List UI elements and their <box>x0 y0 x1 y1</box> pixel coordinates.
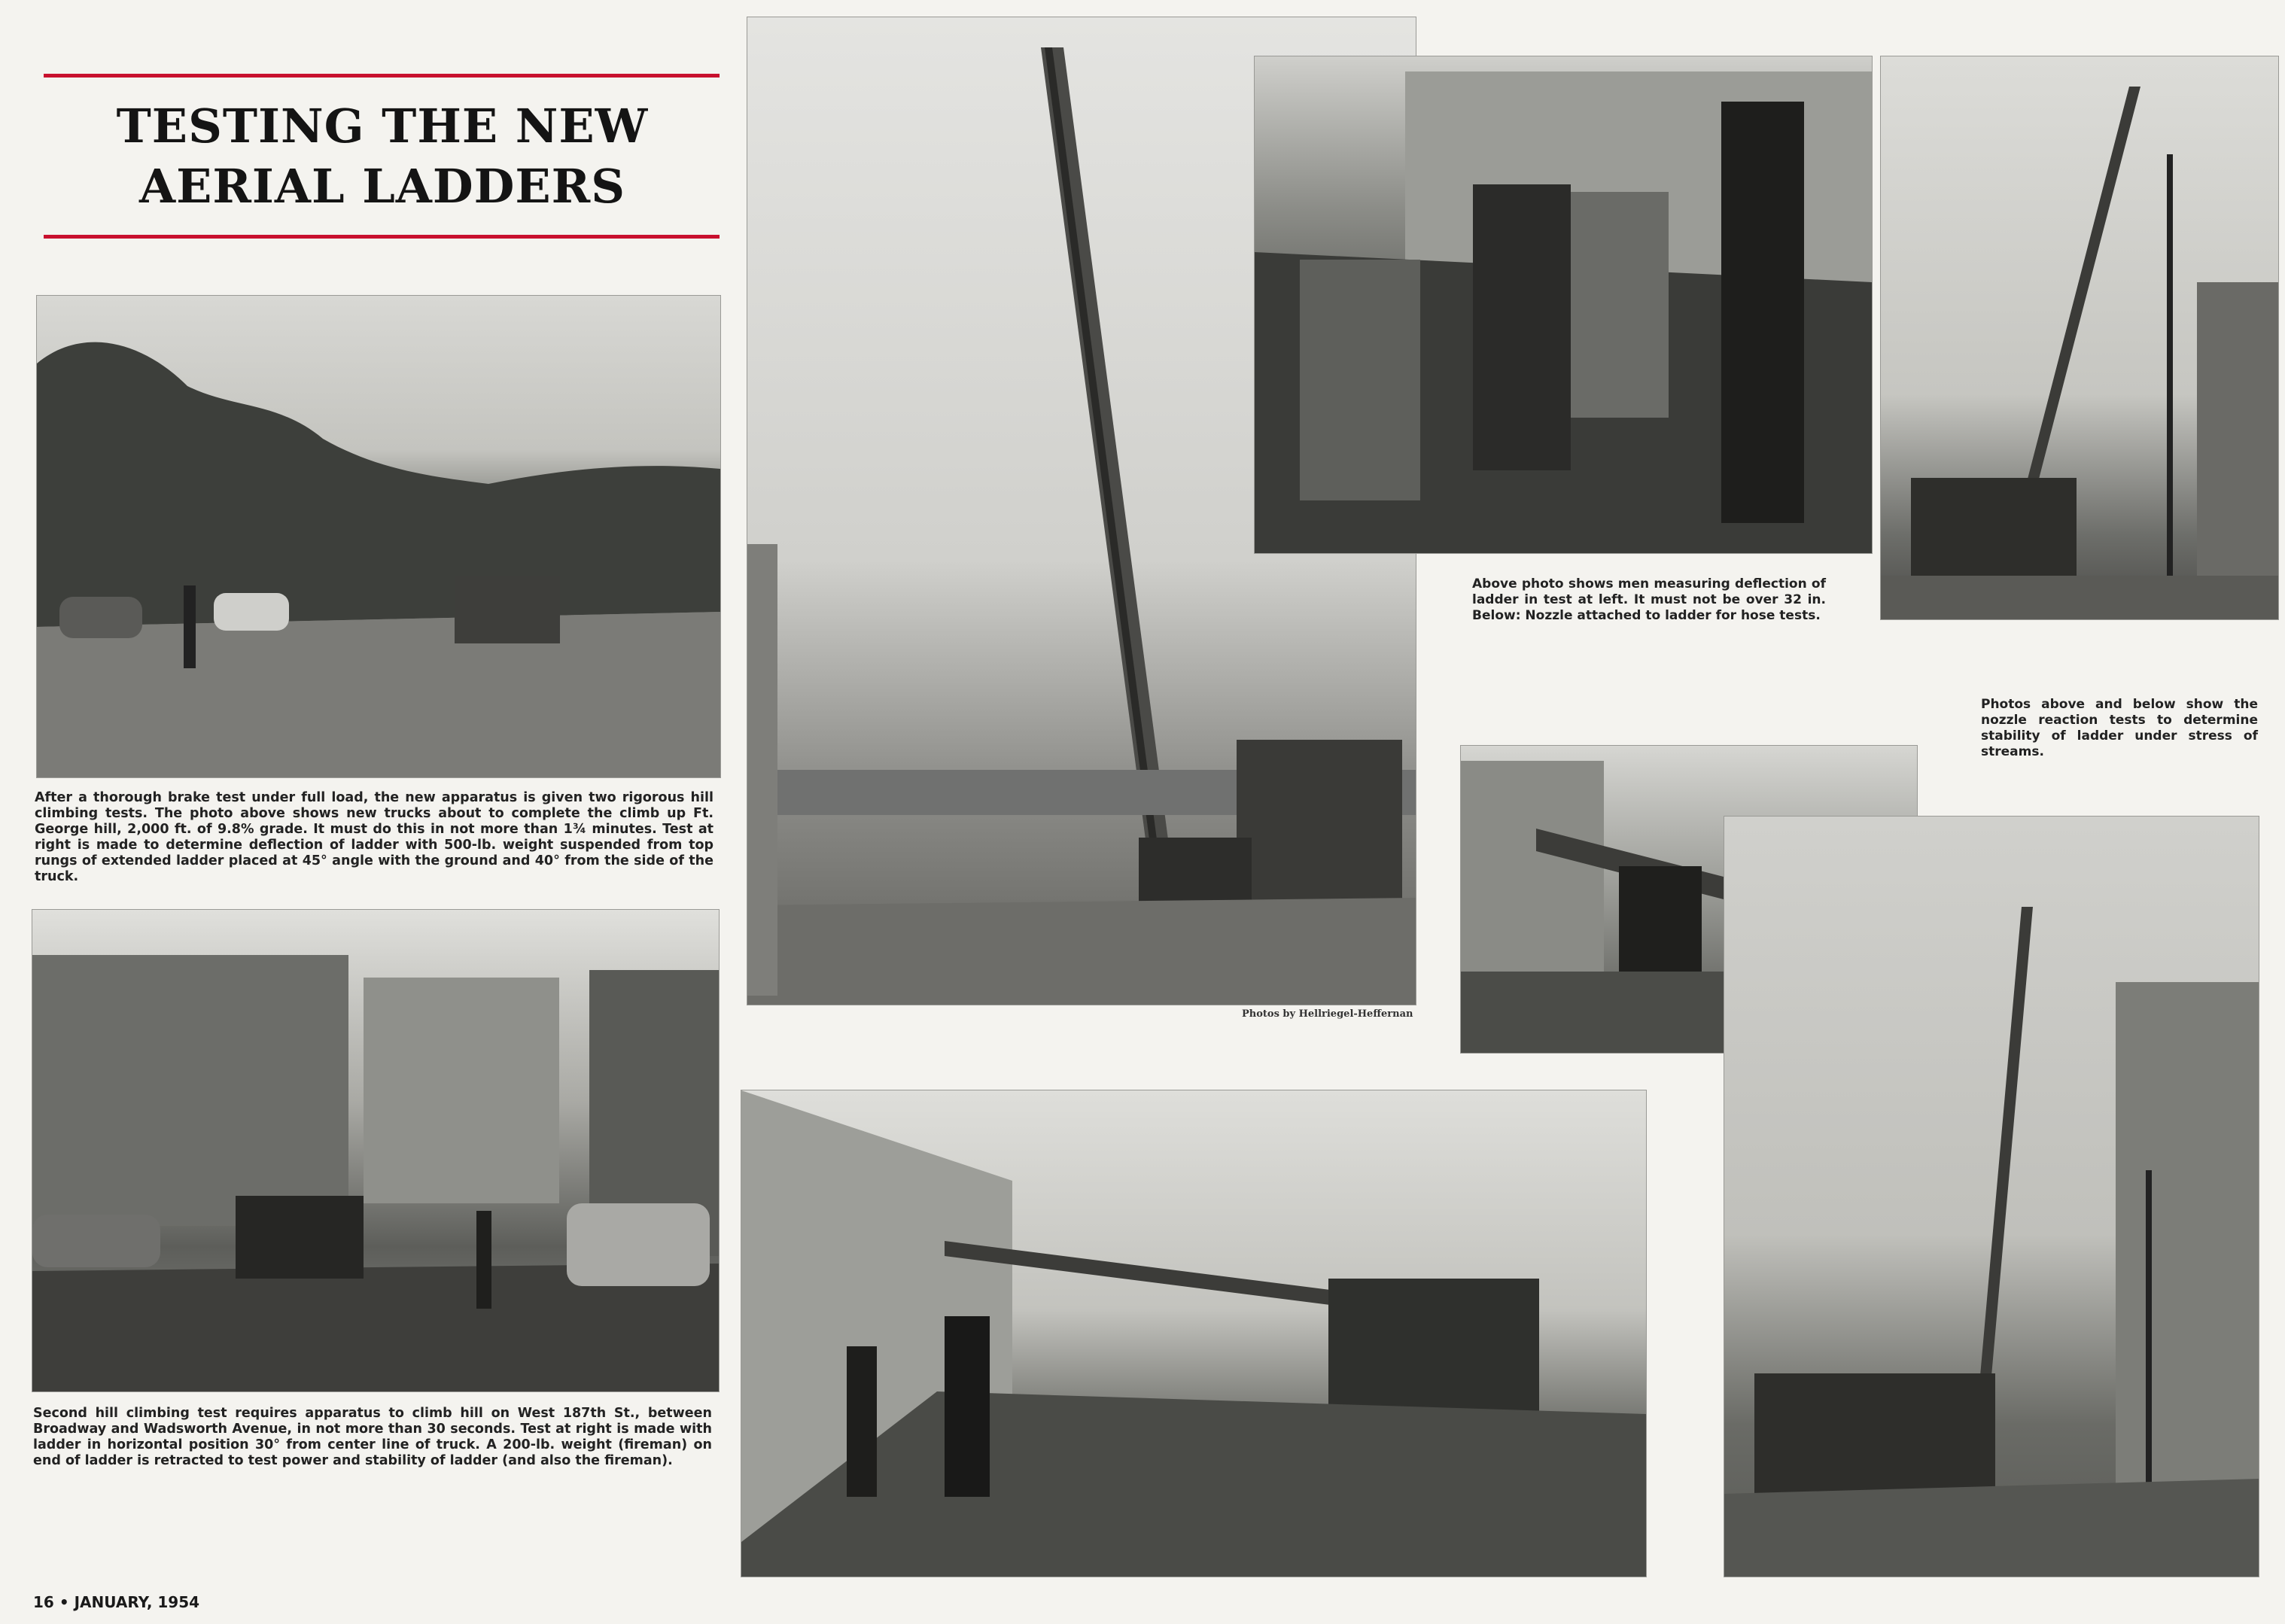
title-line-1: TESTING THE NEW <box>116 99 649 154</box>
article-title <box>45 96 720 217</box>
photo-horizontal-ladder <box>741 1090 1647 1577</box>
caption-deflection: Above photo shows men measuring deflection of ladder in test at left. It must not be over 32 in. Below: Nozzle attached to ladder for hose tests. <box>1472 576 1826 623</box>
photo-credit: Photos by Hellriegel-Heffernan <box>1242 1008 1413 1020</box>
page-folio <box>33 1593 199 1611</box>
issue-date: JANUARY, 1954 <box>74 1593 200 1611</box>
folio-bullet: • <box>59 1593 69 1611</box>
caption-second-hill: Second hill climbing test requires apparatus to climb hill on West 187th St., between Broadway and Wadsworth Avenue, in not more than 30 seconds. Test at right is made with ladder in horizontal position 30° from center line of truck. A 200-lb. weight (fireman) on end of ladder is retracted to test power and stability of ladder (and also the fireman). <box>33 1406 712 1468</box>
title-rule-top <box>44 74 720 78</box>
photo-men-measuring <box>1254 56 1873 554</box>
photo-nozzle-ladder-bottom <box>1724 816 2259 1577</box>
page-number: 16 <box>33 1593 54 1611</box>
photo-west-187th-st <box>32 909 720 1392</box>
photo-nozzle-ladder-top <box>1880 56 2279 620</box>
caption-brake-test: After a thorough brake test under full load, the new apparatus is given two rigorous hill climbing tests. The photo above shows new trucks about to complete the climb up Ft. George hill, 2,000 ft. of 9.8% grade. It must do this in not more than 1¾ minutes. Test at right is made to determine deflection of ladder with 500-lb. weight suspended from top rungs of extended ladder placed at 45° angle with the ground and 40° from the side of the truck. <box>35 790 713 884</box>
title-rule-bottom <box>44 235 720 239</box>
photo-ft-george-hill <box>36 295 721 778</box>
caption-nozzle: Photos above and below show the nozzle reaction tests to determine stability of ladder under stress of streams. <box>1981 697 2258 759</box>
title-line-2: AERIAL LADDERS <box>139 159 625 214</box>
